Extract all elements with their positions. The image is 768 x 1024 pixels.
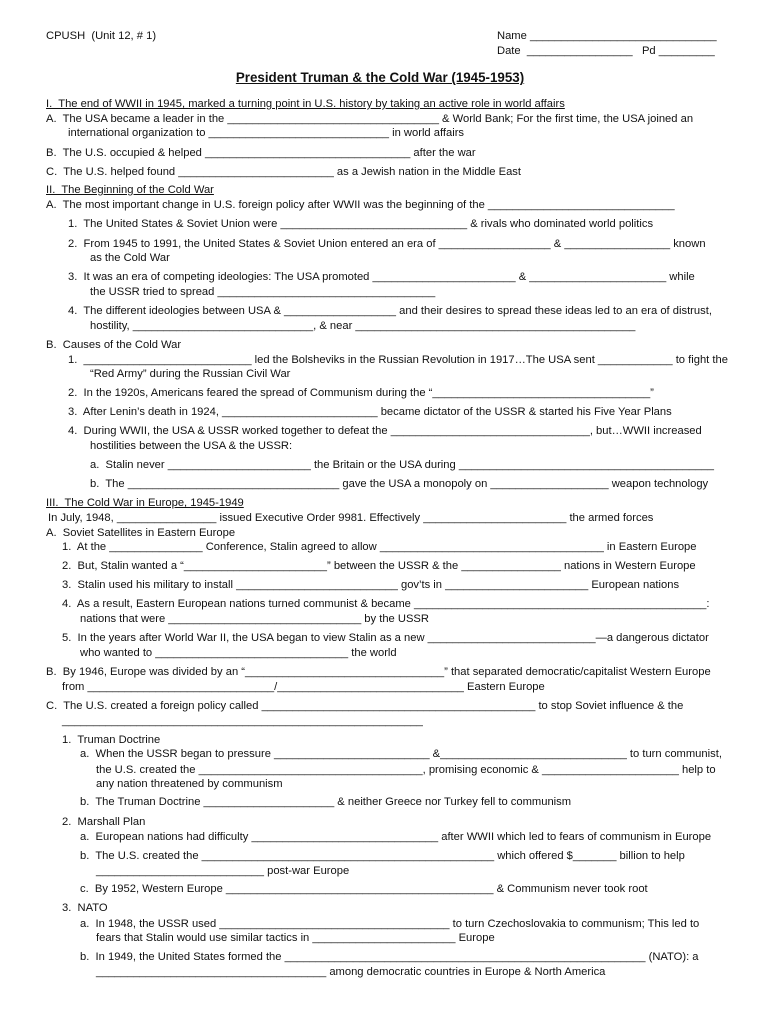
worksheet-line: b. The U.S. created the _______________________________________________ which offered $_______ billion to help	[80, 850, 685, 862]
worksheet-line: A. Soviet Satellites in Eastern Europe	[46, 527, 236, 539]
date-period-field: Date _________________ Pd _________	[497, 45, 715, 57]
worksheet-line: from ______________________________/______________________________ Eastern Europe	[62, 681, 545, 693]
worksheet-line: 1. At the _______________ Conference, Stalin agreed to allow ____________________________________ in Eastern Europe	[62, 541, 697, 553]
worksheet-line: c. By 1952, Western Europe ___________________________________________ & Communism never took root	[80, 883, 648, 895]
worksheet-line: _____________________________________ among democratic countries in Europe & North America	[96, 966, 606, 978]
worksheet-line: 1. ___________________________ led the Bolsheviks in the Russian Revolution in 1917…The USA sent ____________ to fight the	[68, 354, 728, 366]
worksheet-line: a. When the USSR began to pressure _________________________ &______________________________ to turn communist,	[80, 748, 722, 760]
worksheet-line: 2. In the 1920s, Americans feared the spread of Communism during the “___________________________________”	[68, 387, 654, 399]
worksheet-line: B. By 1946, Europe was divided by an “________________________________” that separated democratic/capitalist Western Europe	[46, 666, 711, 678]
worksheet-line: a. Stalin never _______________________ the Britain or the USA during _________________________________________	[90, 459, 714, 471]
worksheet-line: 4. The different ideologies between USA & __________________ and their desires to spread these ideas led to an era of distrust,	[68, 305, 712, 317]
worksheet-line: b. The __________________________________ gave the USA a monopoly on ___________________ weapon technology	[90, 478, 709, 490]
worksheet-line: nations that were _______________________________ by the USSR	[80, 613, 429, 625]
worksheet-line: B. The U.S. occupied & helped _________________________________ after the war	[46, 147, 476, 159]
worksheet-line: 2. From 1945 to 1991, the United States & Soviet Union entered an era of __________________ & _________________ known	[68, 238, 706, 250]
worksheet-line: 3. After Lenin’s death in 1924, _________________________ became dictator of the USSR & started his Five Year Plans	[68, 406, 672, 418]
section-heading-1: I. The end of WWII in 1945, marked a turning point in U.S. history by taking an active role in world affairs	[46, 98, 565, 110]
worksheet-line: 2. Marshall Plan	[62, 816, 146, 828]
worksheet-line: 3. Stalin used his military to install __________________________ gov’ts in _______________________ European nations	[62, 579, 680, 591]
worksheet-line: C. The U.S. created a foreign policy called ____________________________________________ to stop Soviet influence & the	[46, 700, 684, 712]
worksheet-line: the USSR tried to spread ___________________________________	[90, 286, 436, 298]
course-label: CPUSH (Unit 12, # 1)	[46, 30, 157, 42]
worksheet-line: __________________________________________________________	[62, 715, 423, 727]
worksheet-line: 4. During WWII, the USA & USSR worked together to defeat the ________________________________, but…WWII increased	[68, 425, 702, 437]
worksheet-line: ___________________________ post-war Europe	[96, 865, 350, 877]
worksheet-line: C. The U.S. helped found _________________________ as a Jewish nation in the Middle East	[46, 166, 521, 178]
worksheet-line: 4. As a result, Eastern European nations turned communist & became _______________________________________________:	[62, 598, 710, 610]
worksheet-line: hostility, _____________________________, & near _____________________________________________	[90, 320, 636, 332]
worksheet-line: any nation threatened by communism	[96, 778, 283, 790]
worksheet-line: 1. Truman Doctrine	[62, 734, 161, 746]
worksheet-line: a. European nations had difficulty ______________________________ after WWII which led to fears of communism in Europe	[80, 831, 712, 843]
worksheet-line: who wanted to _______________________________ the world	[80, 647, 397, 659]
worksheet-line: b. In 1949, the United States formed the __________________________________________________________ (NATO): a	[80, 951, 699, 963]
page-title: President Truman & the Cold War (1945-1953)	[235, 70, 525, 85]
worksheet-line: A. The USA became a leader in the __________________________________ & World Bank; For the first time, the USA joined an	[46, 113, 694, 125]
worksheet-line: 5. In the years after World War II, the USA began to view Stalin as a new ___________________________—a dangerous dictator	[62, 632, 709, 644]
name-field: Name ______________________________	[497, 30, 717, 42]
worksheet-line: as the Cold War	[90, 252, 170, 264]
section-heading-2: II. The Beginning of the Cold War	[46, 184, 214, 196]
worksheet-line: hostilities between the USA & the USSR:	[90, 440, 293, 452]
worksheet-line: international organization to _____________________________ in world affairs	[68, 127, 465, 139]
worksheet-line: fears that Stalin would use similar tactics in _______________________ Europe	[96, 932, 495, 944]
worksheet-line: B. Causes of the Cold War	[46, 339, 182, 351]
worksheet-line: 3. NATO	[62, 902, 108, 914]
worksheet-line: the U.S. created the ____________________________________, promising economic & ______________________ help to	[96, 764, 716, 776]
worksheet-line: b. The Truman Doctrine _____________________ & neither Greece nor Turkey fell to communism	[80, 796, 572, 808]
worksheet-line: “Red Army” during the Russian Civil War	[90, 368, 291, 380]
worksheet-line: 2. But, Stalin wanted a “_______________________” between the USSR & the ________________ nations in Western Europe	[62, 560, 696, 572]
worksheet-line: 3. It was an era of competing ideologies: The USA promoted _______________________ & ______________________ while	[68, 271, 695, 283]
worksheet-line: 1. The United States & Soviet Union were ______________________________ & rivals who dominated world politics	[68, 218, 654, 230]
worksheet-line: A. The most important change in U.S. foreign policy after WWII was the beginning of the ______________________________	[46, 199, 675, 211]
worksheet-line: a. In 1948, the USSR used _____________________________________ to turn Czechoslovakia to communism; This led to	[80, 918, 700, 930]
worksheet-line: In July, 1948, ________________ issued Executive Order 9981. Effectively _______________________ the armed forces	[48, 512, 654, 524]
section-heading-3: III. The Cold War in Europe, 1945-1949	[46, 497, 244, 509]
